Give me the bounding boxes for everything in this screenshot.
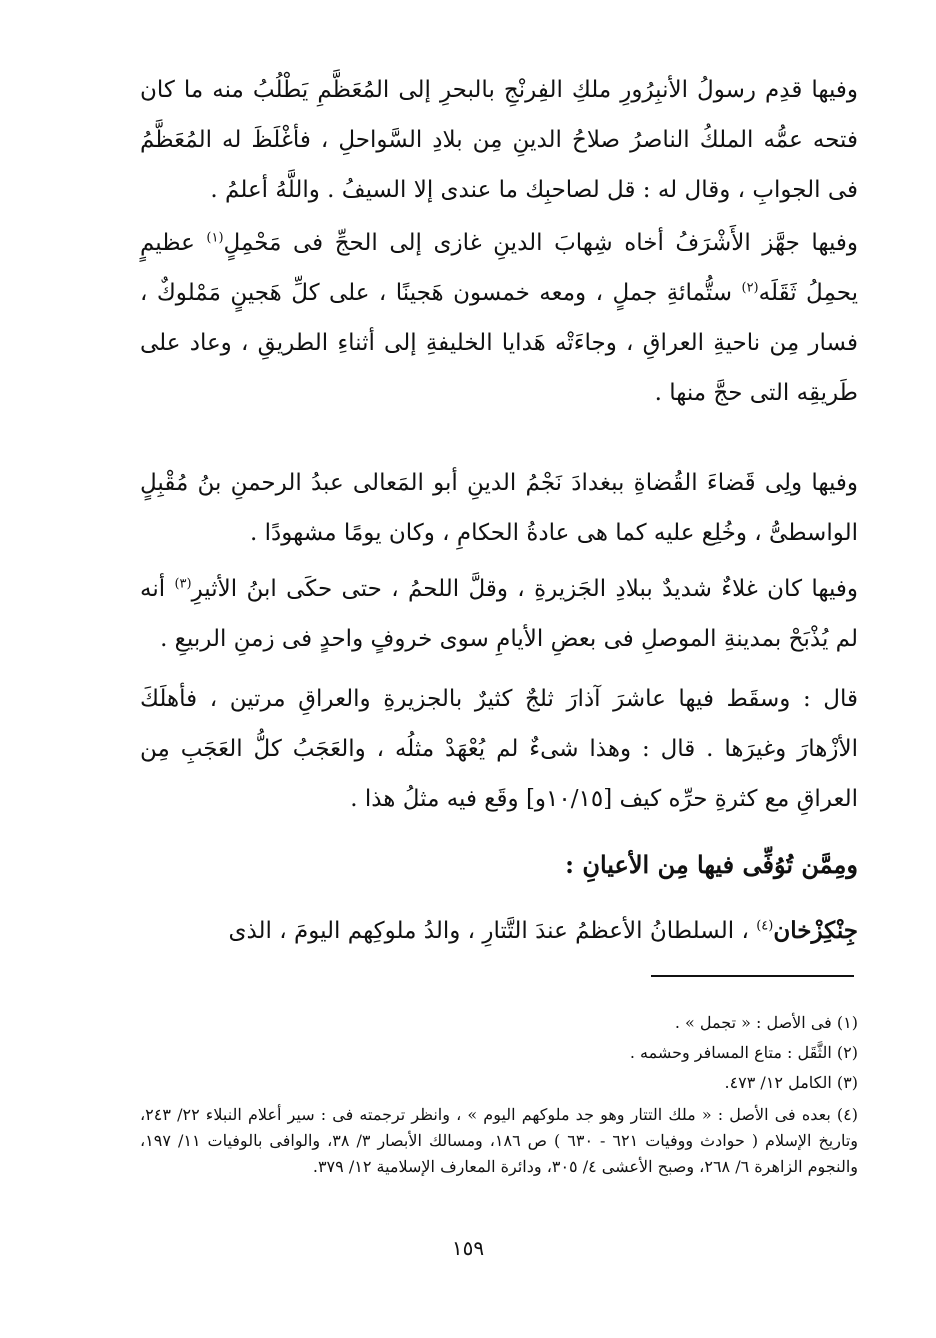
paragraph-text: قال : وسقَط فيها عاشرَ آذارَ ثلجٌ كثيرٌ بالجزيرةِ والعراقِ مرتين ، فأهلَكَ الأزْهارَ وغيرَها . قال : وهذا شىءٌ لم يُعْهَدْ مثلُه ، والعَجَبُ كلُّ العَجَبِ مِن العراقِ مع كثرةِ حرِّه كيف [١٠/١٥و] وقَع فيه مثلُ هذا . <box>140 686 858 812</box>
paragraph-hajj <box>140 218 858 418</box>
footnote-marker-3: (٣) <box>174 576 192 592</box>
paragraph-snow <box>140 674 858 824</box>
paragraph-text: ، السلطانُ الأعظمُ عندَ التَّتارِ ، والدُ ملوكِهم اليومَ ، الذى <box>228 918 757 944</box>
paragraph-text: ستُّمائةِ جملٍ ، ومعه خمسون هَجينًا ، على كلِّ هَجينٍ مَمْلوكٌ ، فسار مِن ناحيةِ العراقِ ، وجاءَتْه هَدايا الخليفةِ إلى أثناءِ الطريقِ ، وعاد على طَريقِه التى حجَّ منها . <box>140 280 858 406</box>
paragraph-text: وفيها كان غلاءٌ شديدٌ ببلادِ الجَزيرةِ ، وقلَّ اللحمُ ، حتى حكَى ابنُ الأثيرِ <box>191 576 859 602</box>
footnote-marker-2: (٢) <box>741 280 759 296</box>
footnote-divider <box>651 975 854 977</box>
paragraph-famine <box>140 564 858 664</box>
paragraph-text: عظيمٍ يحمِلُ ثَقَلَه <box>140 230 858 306</box>
page-number: ١٥٩ <box>451 1236 485 1260</box>
paragraph-text: وفيها جهَّز الأَشْرَفُ أخاه شِهابَ الدينِ غازى إلى الحجِّ فى مَحْمِلٍ <box>223 230 859 256</box>
paragraph-genghis <box>140 906 858 956</box>
section-heading: ومِمَّن تُوُفِّى فيها مِن الأعيانِ : <box>565 850 858 879</box>
footnote-4: (٤) بعده فى الأصل : « ملك التتار وهو جد ملوكهم اليوم » ، وانظر ترجمته فى : سير أعلام النبلاء ٢٢/ ٢٤٣، وتاريخ الإسلام ( حوادث ووفيات ٦٢١ - ٦٣٠ ) ص ١٨٦، ومسالك الأبصار ٣/ ٣٨، والوافى بالوفيات ١١/ ١٩٧، والنجوم الزاهرة ٦/ ٢٦٨، وصبح الأعشى ٤/ ٣٠٥، ودائرة المعارف الإسلامية ١٢/ ٣٧٩. <box>140 1105 859 1176</box>
paragraph-ambassador <box>140 65 858 215</box>
footnote-marker-4: (٤) <box>756 918 774 934</box>
footnote-2: (٢) الثَّقَل : متاع المسافر وحشمه . <box>629 1043 858 1062</box>
footnote-1: (١) فى الأصل : « تجمل » . <box>674 1013 858 1032</box>
paragraph-text: وفيها قدِم رسولُ الأنبِرُورِ ملكِ الفِرنْجِ بالبحرِ إلى المُعَظَّمِ يَطْلُبُ منه ما كان فتحه عمُّه الملكُ الناصرُ صلاحُ الدينِ مِن بلادِ السَّواحلِ ، فأغْلَظَ له المُعَظَّمُ فى الجوابِ ، وقال له : قل لصاحبِك ما عندى إلا السيفُ . واللَّهُ أعلمُ . <box>140 77 858 203</box>
paragraph-judge <box>140 458 858 558</box>
footnote-3: (٣) الكامل ١٢/ ٤٧٣. <box>724 1073 858 1092</box>
paragraph-text: وفيها ولِى قَضاءَ القُضاةِ ببغدادَ نَجْمُ الدينِ أبو المَعالى عبدُ الرحمنِ بنُ مُقْبِلٍ الواسطىُّ ، وخُلِع عليه كما هى عادةُ الحكامِ ، وكان يومًا مشهودًا . <box>140 470 858 546</box>
entry-name: جِنْكِزْخان <box>773 917 858 944</box>
paragraph-text: أنه لم يُذْبَحْ بمدينةِ الموصلِ فى بعضِ الأيامِ سوى خروفٍ واحدٍ فى زمنِ الربيعِ . <box>140 576 858 652</box>
footnote-marker-1: (١) <box>206 230 224 246</box>
